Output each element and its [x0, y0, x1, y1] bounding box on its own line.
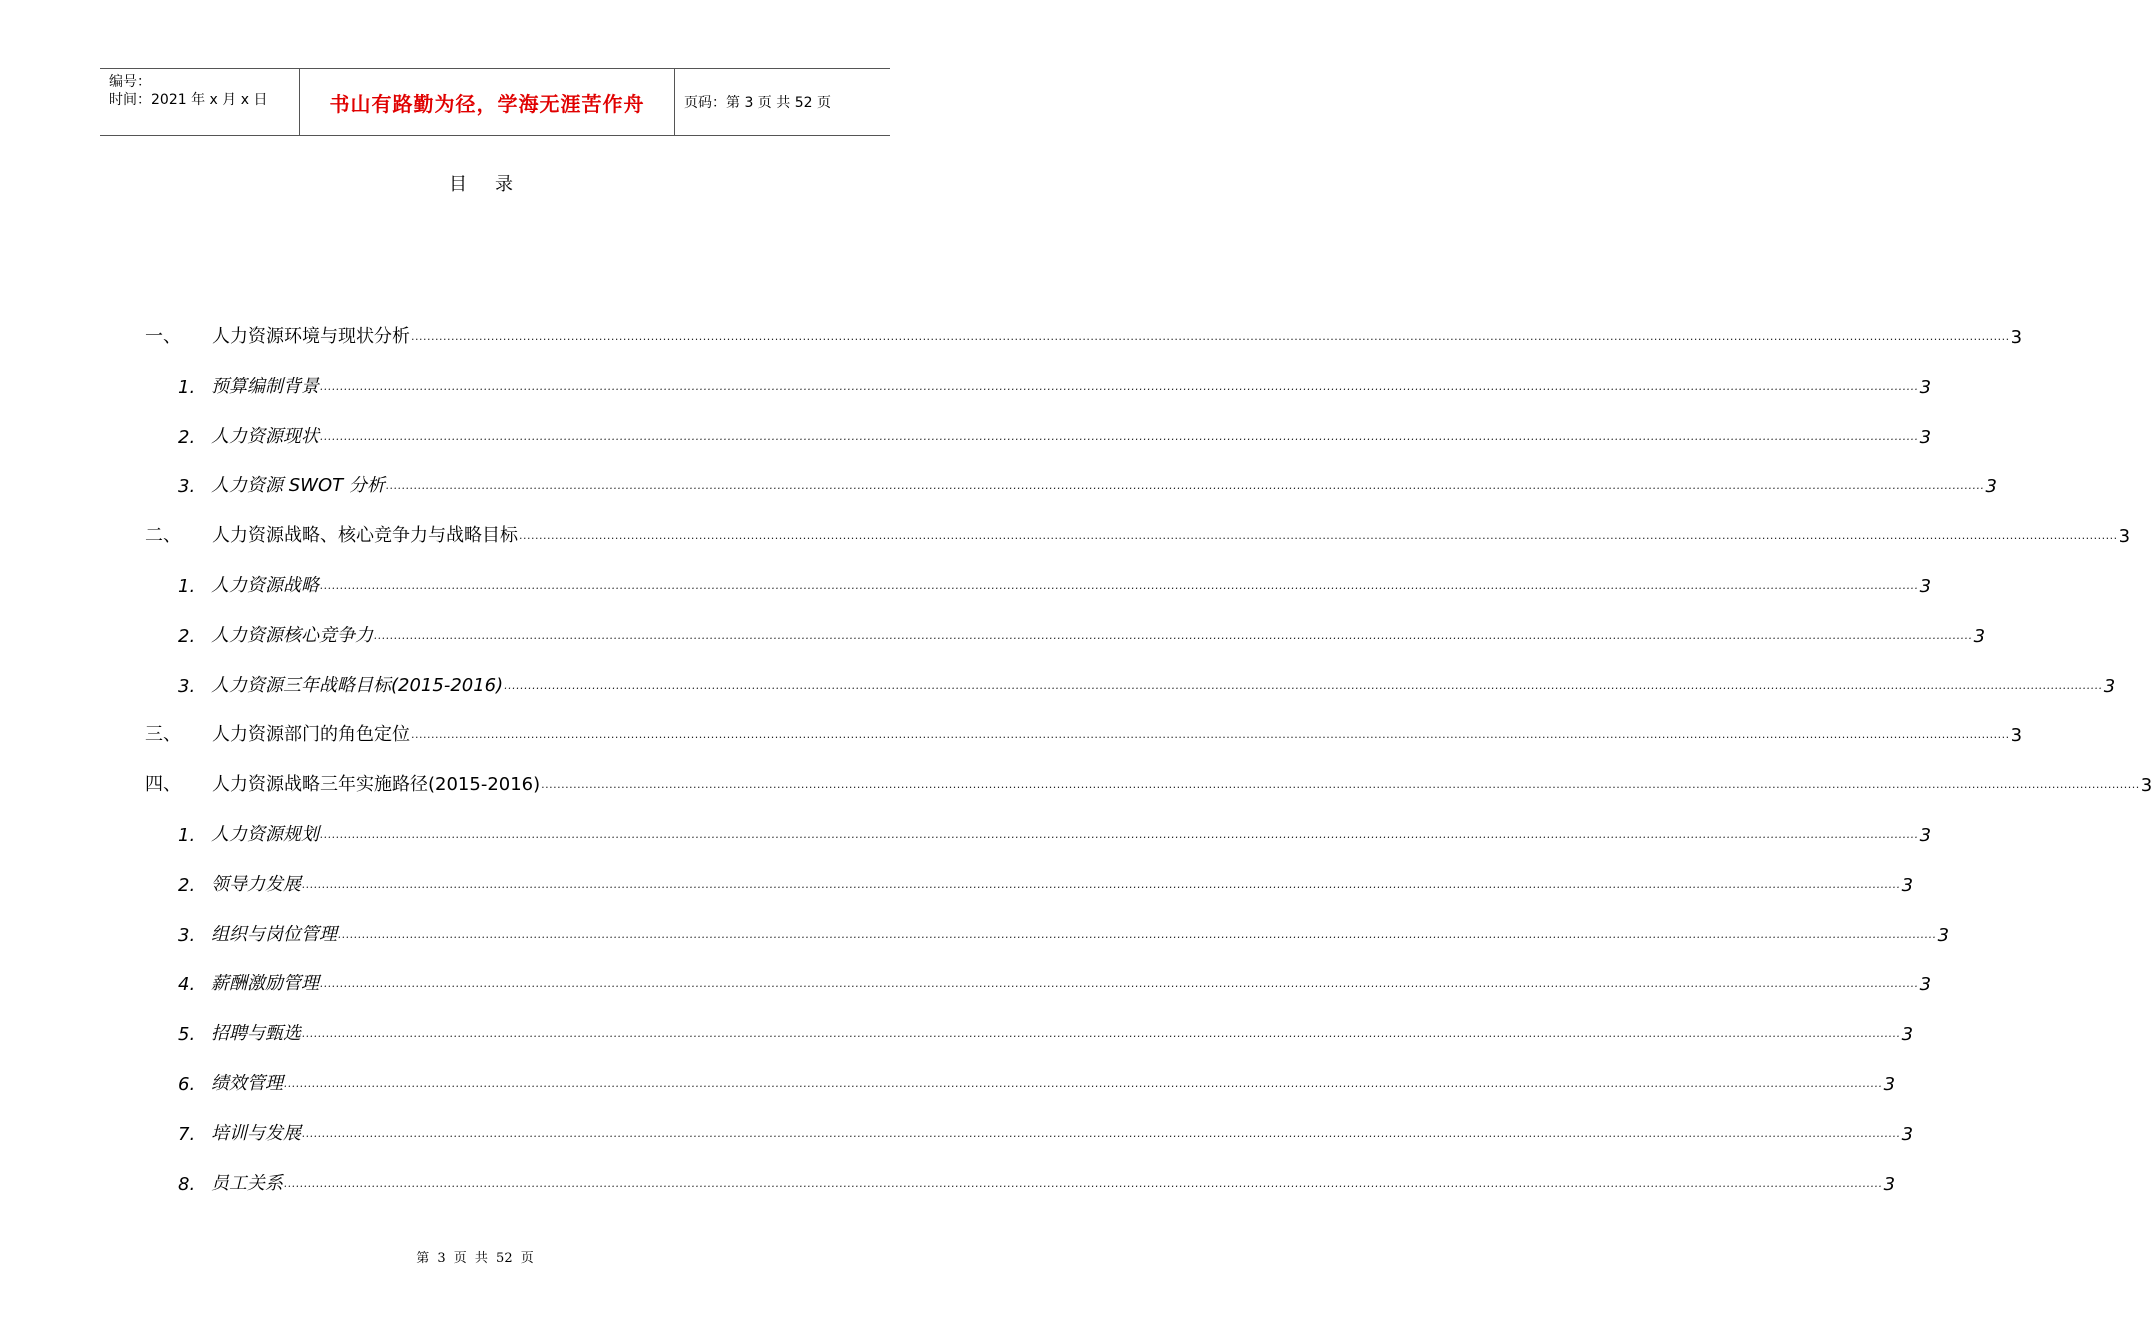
toc-entry[interactable]: [178, 916, 1950, 946]
toc-entry[interactable]: [145, 517, 2131, 548]
page-title: 目录: [449, 174, 541, 195]
toc-entry-label: 绩效管理: [211, 1073, 283, 1094]
toc-entry-number: 2.: [178, 625, 196, 647]
toc-entry-number: 4.: [178, 974, 196, 996]
toc-entry[interactable]: [178, 667, 2116, 697]
toc-entry-page: 3: [1901, 874, 1914, 896]
toc-entry-label: 员工关系: [211, 1172, 283, 1194]
toc-entry[interactable]: [178, 418, 1932, 448]
toc-entry-label: 人力资源现状: [211, 425, 319, 447]
toc-entry[interactable]: [178, 1015, 1914, 1046]
toc-entry-label: 人力资源核心竞争力: [211, 624, 373, 646]
toc-entry-label: 人力资源战略: [211, 575, 319, 596]
toc-entry-page: 3: [2010, 725, 2023, 747]
toc-dot-leader: ................................................................................................................................................................................................................................................................................................................................................................................................................: [320, 429, 1919, 443]
toc-entry[interactable]: [178, 1165, 1896, 1195]
toc-entry-page: 3: [1973, 625, 1986, 647]
toc-dot-leader: ................................................................................................................................................................................................................................................................................................................................................................................................................: [284, 1176, 1883, 1190]
toc-entry-page: 3: [2118, 526, 2131, 548]
toc-entry[interactable]: [178, 368, 1932, 398]
toc-entry-number: 2.: [178, 874, 196, 896]
toc-entry-page: 3: [2140, 775, 2152, 797]
toc-dot-leader: ................................................................................................................................................................................................................................................................................................................................................................................................................: [519, 529, 2118, 543]
toc-entry-page: 3: [2010, 327, 2023, 348]
toc-dot-leader: ................................................................................................................................................................................................................................................................................................................................................................................................................: [338, 927, 1937, 941]
page-header: [100, 68, 890, 136]
toc-dot-leader: ................................................................................................................................................................................................................................................................................................................................................................................................................: [411, 330, 2010, 343]
toc-entry[interactable]: [178, 1065, 1896, 1095]
toc-entry[interactable]: [145, 716, 2023, 747]
toc-entry-label: 人力资源战略三年实施路径(2015-2016): [212, 774, 541, 796]
toc-entry-page: 3: [1883, 1074, 1896, 1095]
toc-dot-leader: ................................................................................................................................................................................................................................................................................................................................................................................................................: [411, 728, 2010, 742]
toc-entry-number: 3.: [178, 675, 196, 697]
toc-entry-page: 3: [1919, 376, 1932, 398]
toc-entry[interactable]: [145, 766, 2152, 797]
toc-entry-number: 1.: [178, 825, 196, 846]
toc-dot-leader: ................................................................................................................................................................................................................................................................................................................................................................................................................: [385, 479, 1985, 493]
header-meta: [100, 69, 300, 135]
toc-entry-number: 7.: [178, 1123, 196, 1145]
toc-entry-number: 四、: [145, 774, 181, 796]
toc-dot-leader: ................................................................................................................................................................................................................................................................................................................................................................................................................: [320, 579, 1919, 592]
toc-entry-label: 预算编制背景: [211, 375, 319, 397]
toc-entry-page: 3: [1919, 426, 1932, 448]
toc-entry-number: 1.: [178, 376, 196, 398]
toc-entry-number: 2.: [178, 426, 196, 448]
toc-entry-page: 3: [1901, 1123, 1914, 1145]
toc-dot-leader: ................................................................................................................................................................................................................................................................................................................................................................................................................: [302, 1027, 1901, 1041]
toc-dot-leader: ................................................................................................................................................................................................................................................................................................................................................................................................................: [320, 379, 1919, 393]
toc-entry-label: 薪酬激励管理: [211, 973, 319, 995]
toc-entry-number: 二、: [145, 525, 181, 547]
toc-entry-page: 3: [1883, 1173, 1896, 1195]
time-label: 时间：2021 年 x 月 x 日: [109, 92, 268, 108]
toc-entry-number: 3.: [178, 924, 196, 946]
toc-entry[interactable]: [178, 567, 1932, 597]
toc-entry-number: 3.: [178, 476, 196, 498]
toc-entry-number: 5.: [178, 1024, 196, 1046]
toc-entry-number: 1.: [178, 576, 196, 597]
toc-dot-leader: ................................................................................................................................................................................................................................................................................................................................................................................................................: [302, 1126, 1901, 1140]
toc-dot-leader: ................................................................................................................................................................................................................................................................................................................................................................................................................: [302, 877, 1901, 891]
page-footer: 第 3 页 共 52 页: [416, 1251, 534, 1266]
toc-entry-page: 3: [1901, 1024, 1914, 1046]
toc-entry-label: 人力资源部门的角色定位: [212, 724, 410, 746]
toc-entry-page: 3: [1937, 924, 1950, 946]
toc-entry-label: 培训与发展: [211, 1122, 301, 1144]
toc-entry[interactable]: [178, 965, 1932, 996]
toc-entry-label: 人力资源三年战略目标(2015-2016): [211, 674, 504, 696]
toc-entry-label: 组织与岗位管理: [211, 923, 337, 945]
toc-entry[interactable]: [178, 1115, 1914, 1145]
header-motto: 书山有路勤为径，学海无涯苦作舟: [300, 69, 675, 135]
toc-entry-number: 6.: [178, 1074, 196, 1095]
serial-label: 编号：: [109, 74, 151, 90]
toc-entry[interactable]: [178, 617, 1986, 647]
toc-entry-number: 一、: [145, 326, 181, 347]
toc-entry-label: 人力资源环境与现状分析: [212, 326, 410, 347]
toc-entry-number: 8.: [178, 1173, 196, 1195]
toc-entry-page: 3: [1919, 576, 1932, 597]
toc-entry[interactable]: [178, 467, 1997, 498]
toc-entry[interactable]: [178, 816, 1932, 846]
toc-entry-label: 人力资源战略、核心竞争力与战略目标: [212, 525, 518, 547]
toc-entry-label: 领导力发展: [211, 873, 301, 895]
toc-entry-label: 人力资源 SWOT 分析: [211, 475, 385, 497]
toc-entry-label: 人力资源规划: [211, 824, 319, 845]
toc-dot-leader: ................................................................................................................................................................................................................................................................................................................................................................................................................: [320, 977, 1919, 991]
toc-entry-page: 3: [1985, 476, 1997, 498]
toc-entry[interactable]: [178, 866, 1914, 896]
toc-dot-leader: ................................................................................................................................................................................................................................................................................................................................................................................................................: [374, 628, 1973, 642]
toc-entry-page: 3: [1919, 825, 1932, 846]
toc-dot-leader: ................................................................................................................................................................................................................................................................................................................................................................................................................: [284, 1077, 1883, 1090]
toc-entry-number: 三、: [145, 724, 181, 746]
toc-dot-leader: ................................................................................................................................................................................................................................................................................................................................................................................................................: [504, 678, 2103, 692]
toc-entry-label: 招聘与甄选: [211, 1023, 301, 1045]
toc-dot-leader: ................................................................................................................................................................................................................................................................................................................................................................................................................: [320, 828, 1919, 841]
toc-entry-page: 3: [2103, 675, 2116, 697]
header-page-info: 页码：第 3 页 共 52 页: [684, 95, 831, 111]
toc-dot-leader: ................................................................................................................................................................................................................................................................................................................................................................................................................: [541, 778, 2140, 792]
toc-entry[interactable]: [145, 318, 2023, 348]
toc-entry-page: 3: [1919, 974, 1932, 996]
